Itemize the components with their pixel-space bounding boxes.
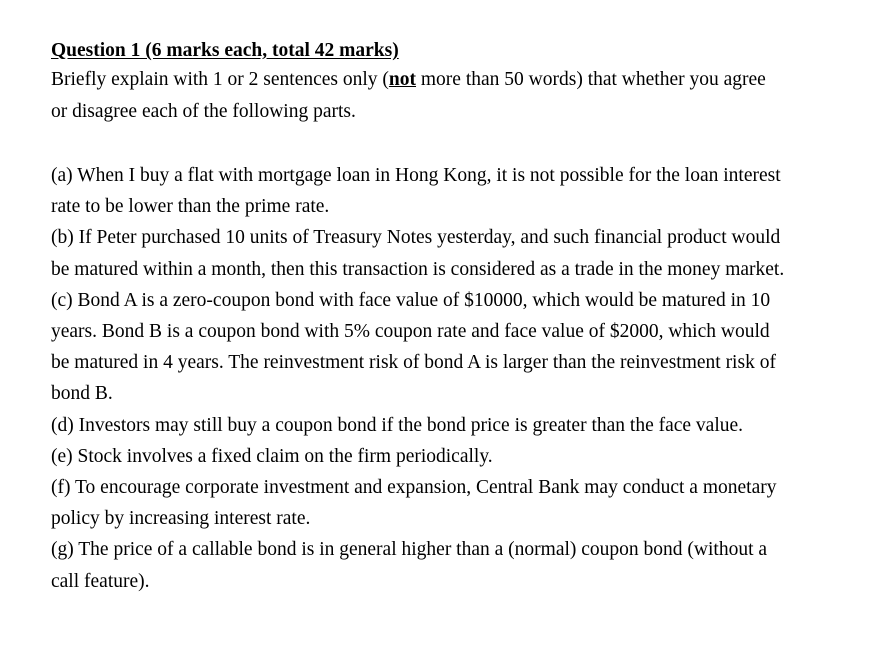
part-g-line-1: (g) The price of a callable bond is in general higher than a (normal) coupon bond (without a bbox=[51, 539, 768, 561]
instructions-emphasis: not bbox=[388, 69, 417, 90]
question-document bbox=[51, 38, 851, 597]
part-c-line-4: bond B. bbox=[51, 383, 113, 405]
part-g-line-2: call feature). bbox=[51, 570, 150, 592]
question-part-e bbox=[51, 441, 851, 472]
part-b-line-1: (b) If Peter purchased 10 units of Treasury Notes yesterday, and such financial product would bbox=[51, 227, 781, 249]
part-c-line-3: be matured in 4 years. The reinvestment risk of bond A is larger than the reinvestment risk of bbox=[51, 352, 776, 374]
part-b-line-2: be matured within a month, then this transaction is considered as a trade in the money market. bbox=[51, 258, 785, 280]
instructions-text-start: Briefly explain with 1 or 2 sentences only ( bbox=[51, 69, 389, 90]
question-part-a bbox=[51, 160, 851, 222]
question-part-b bbox=[51, 222, 851, 284]
instructions-text-line2: or disagree each of the following parts. bbox=[51, 100, 356, 122]
question-part-d bbox=[51, 410, 851, 441]
question-part-f bbox=[51, 472, 851, 534]
question-parts-list bbox=[51, 160, 851, 597]
part-c-line-2: years. Bond B is a coupon bond with 5% coupon rate and face value of $2000, which would bbox=[51, 321, 770, 343]
part-a-line-1: (a) When I buy a flat with mortgage loan in Hong Kong, it is not possible for the loan interest bbox=[51, 165, 781, 186]
question-part-g bbox=[51, 534, 851, 596]
part-c-line-1: (c) Bond A is a zero-coupon bond with face value of $10000, which would be matured in 10 bbox=[51, 289, 771, 311]
question-part-c bbox=[51, 285, 851, 410]
question-heading: Question 1 (6 marks each, total 42 marks) bbox=[51, 40, 399, 61]
part-e-line-1: (e) Stock involves a fixed claim on the firm periodically. bbox=[51, 445, 493, 467]
question-instructions bbox=[51, 64, 851, 127]
instructions-text-end: more than 50 words) that whether you agree bbox=[416, 69, 766, 90]
part-a-line-2: rate to be lower than the prime rate. bbox=[51, 196, 330, 218]
part-d-line-1: (d) Investors may still buy a coupon bond if the bond price is greater than the face value. bbox=[51, 414, 744, 436]
part-f-line-1: (f) To encourage corporate investment and expansion, Central Bank may conduct a monetary bbox=[51, 477, 777, 499]
part-f-line-2: policy by increasing interest rate. bbox=[51, 508, 311, 530]
